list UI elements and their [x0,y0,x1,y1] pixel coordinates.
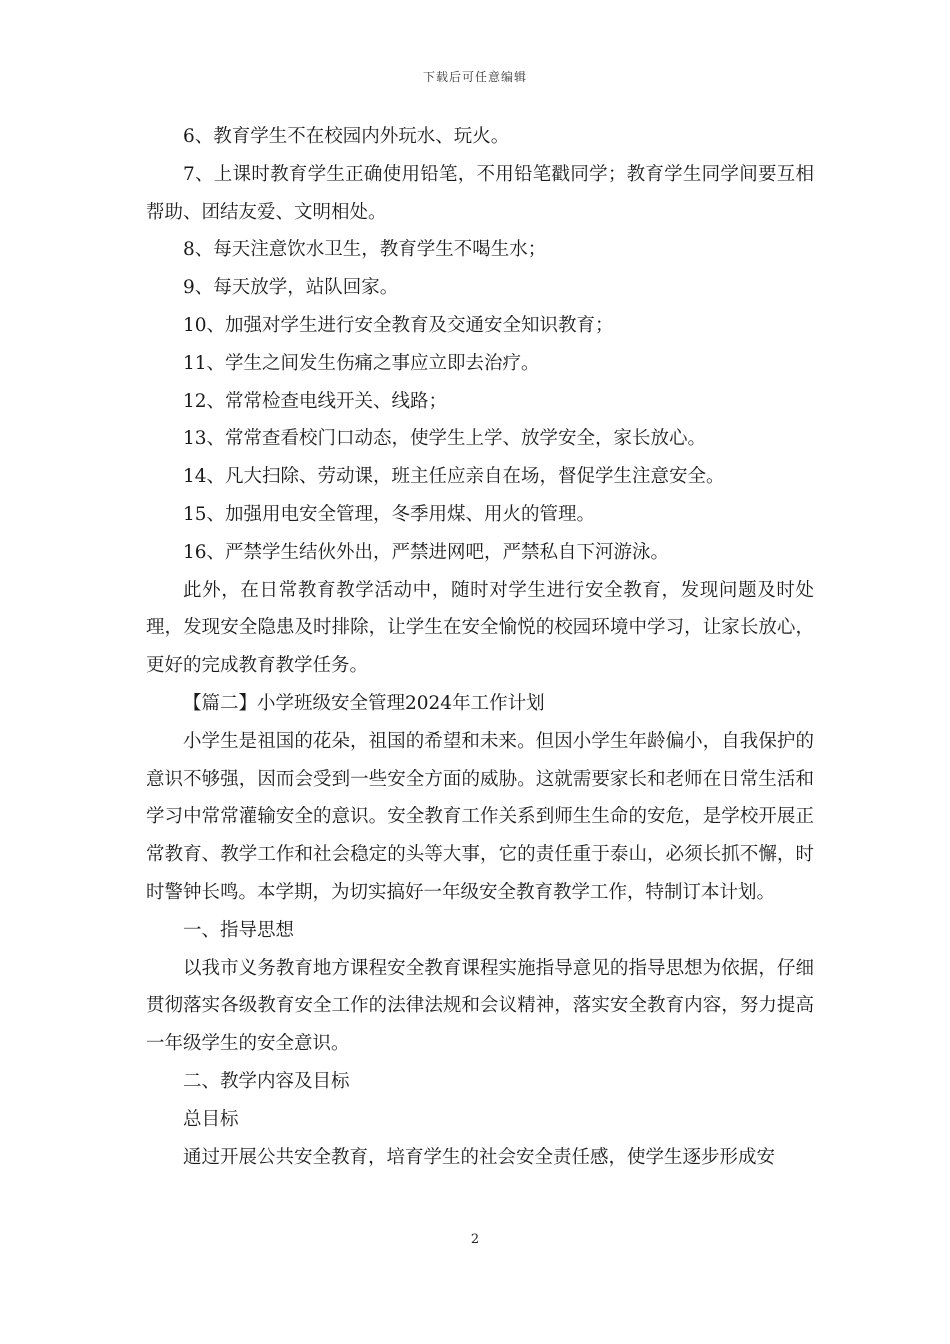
page-header: 下载后可任意编辑 [422,70,527,84]
heading-content-goals: 二、教学内容及目标 [183,1070,350,1092]
list-item-11: 11、学生之间发生伤痛之事应立即去治疗。 [183,352,540,374]
heading-overall-goal: 总目标 [183,1108,239,1130]
list-item-6: 6、教育学生不在校园内外玩水、玩火。 [183,126,510,147]
document-body [146,118,814,1176]
list-item-12: 12、常常检查电线开关、线路； [183,390,448,412]
section-title: 【篇二】小学班级安全管理2024年工作计划 [183,692,545,714]
list-item-10: 10、加强对学生进行安全教育及交通安全知识教育； [183,314,614,336]
closing-paragraph: 此外，在日常教育教学活动中，随时对学生进行安全教育，发现问题及时处理，发现安全隐患及时排除，让学生在安全愉悦的校园环境中学习，让家长放心，更好的完成教育教学任务。 [146,579,814,677]
list-item-16: 16、严禁学生结伙外出，严禁进网吧，严禁私自下河游泳。 [183,541,670,563]
list-item-14: 14、凡大扫除、劳动课，班主任应亲自在场，督促学生注意安全。 [183,466,725,488]
list-item-7: 7、上课时教育学生正确使用铅笔，不用铅笔戳同学；教育学生同学间要互相帮助、团结友爱、文明相处。 [146,163,814,223]
page-number: 2 [470,1232,480,1247]
list-item-9: 9、每天放学，站队回家。 [183,277,399,299]
guiding-ideology-paragraph: 以我市义务教育地方课程安全教育课程实施指导意见的指导思想为依据，仔细贯彻落实各级教育安全工作的法律法规和会议精神，落实安全教育内容，努力提高一年级学生的安全意识。 [146,957,814,1055]
list-item-13: 13、常常查看校门口动态，使学生上学、放学安全，家长放心。 [183,428,707,450]
heading-guiding-ideology: 一、指导思想 [183,919,295,941]
overall-goal-paragraph: 通过开展公共安全教育，培育学生的社会安全责任感，使学生逐步形成安 [183,1146,776,1168]
list-item-15: 15、加强用电安全管理，冬季用煤、用火的管理。 [183,503,596,525]
list-item-8: 8、每天注意饮水卫生，教育学生不喝生水； [183,239,547,261]
intro-paragraph: 小学生是祖国的花朵，祖国的希望和未来。但因小学生年龄偏小，自我保护的意识不够强，因而会受到一些安全方面的威胁。这就需要家长和老师在日常生活和学习中常常灌输安全的意识。安全教育工作关系到师生生命的安危，是学校开展正常教育、教学工作和社会稳定的头等大事，它的责任重于泰山，必须长抓不懈，时时警钟长鸣。本学期，为切实搞好一年级安全教育教学工作，特制订本计划。 [146,730,814,903]
